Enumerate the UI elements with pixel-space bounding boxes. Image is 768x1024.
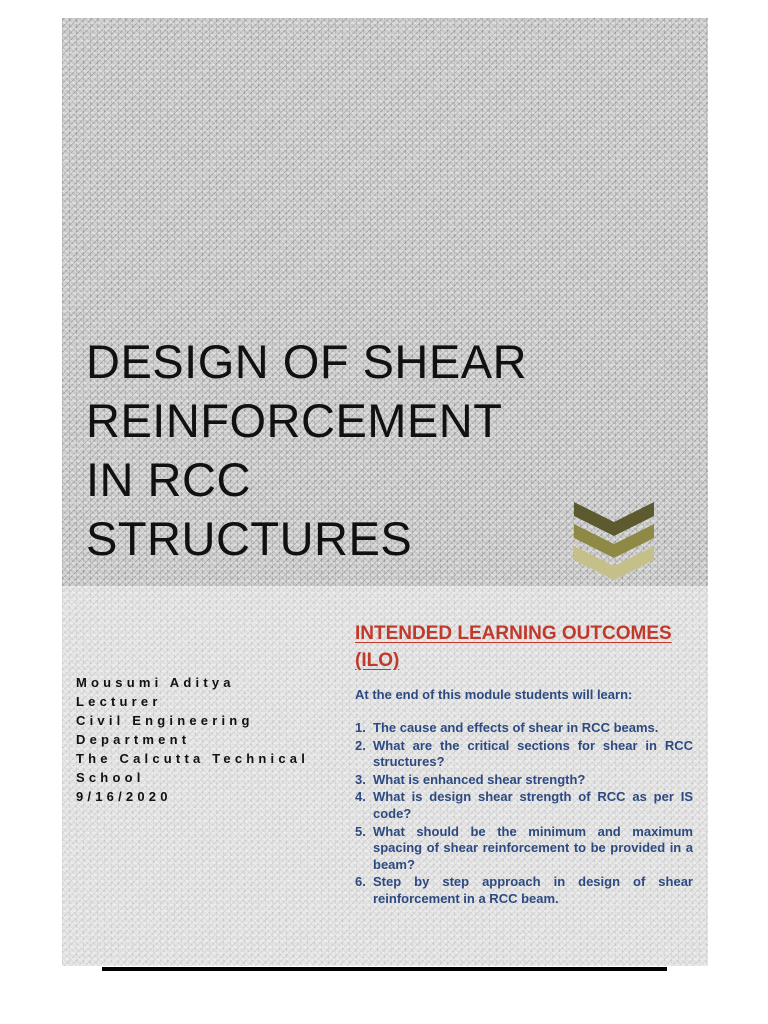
author-department: Department: [76, 732, 191, 747]
author-institution: School: [76, 770, 145, 785]
author-block: [76, 673, 346, 806]
title-line: REINFORCEMENT: [86, 394, 503, 447]
list-item-text: The cause and effects of shear in RCC beams.: [373, 720, 659, 735]
ilo-heading: [355, 620, 700, 674]
footer-rule: [102, 967, 667, 971]
author-department: Civil Engineering: [76, 713, 254, 728]
list-item-text: What are the critical sections for shear in RCC structures?: [373, 737, 693, 770]
document-title: [86, 332, 606, 568]
list-item: [355, 772, 693, 789]
list-item: [355, 789, 693, 822]
ilo-list: [355, 720, 693, 909]
list-item-text: What should be the minimum and maximum spacing of shear reinforcement to be provided in a beam?: [373, 823, 693, 872]
triple-chevron-down-icon: [574, 502, 654, 580]
list-item-number: 5.: [355, 823, 366, 839]
list-item-text: What is design shear strength of RCC as per IS code?: [373, 789, 693, 821]
ilo-heading-line: INTENDED LEARNING OUTCOMES: [355, 623, 672, 644]
list-item-number: 3.: [355, 771, 366, 787]
list-item-number: 2.: [355, 737, 366, 753]
ilo-intro: At the end of this module students will learn:: [355, 687, 633, 702]
list-item: [355, 720, 693, 737]
list-item-text: What is enhanced shear strength?: [373, 771, 586, 787]
list-item: [355, 738, 693, 771]
document-date: 9/16/2020: [76, 789, 172, 804]
list-item: [355, 824, 693, 874]
title-line: STRUCTURES: [86, 512, 413, 565]
title-line: IN RCC: [86, 453, 251, 506]
ilo-heading-line: (ILO): [355, 650, 400, 671]
list-item-number: 6.: [355, 874, 366, 890]
author-role: Lecturer: [76, 694, 162, 709]
author-institution: The Calcutta Technical: [76, 751, 310, 766]
author-name: Mousumi Aditya: [76, 675, 235, 690]
list-item-number: 1.: [355, 720, 366, 735]
list-item-number: 4.: [355, 789, 366, 805]
title-line: DESIGN OF SHEAR: [86, 335, 528, 388]
list-item: [355, 874, 693, 907]
list-item-text: Step by step approach in design of shear reinforcement in a RCC beam.: [373, 874, 693, 906]
